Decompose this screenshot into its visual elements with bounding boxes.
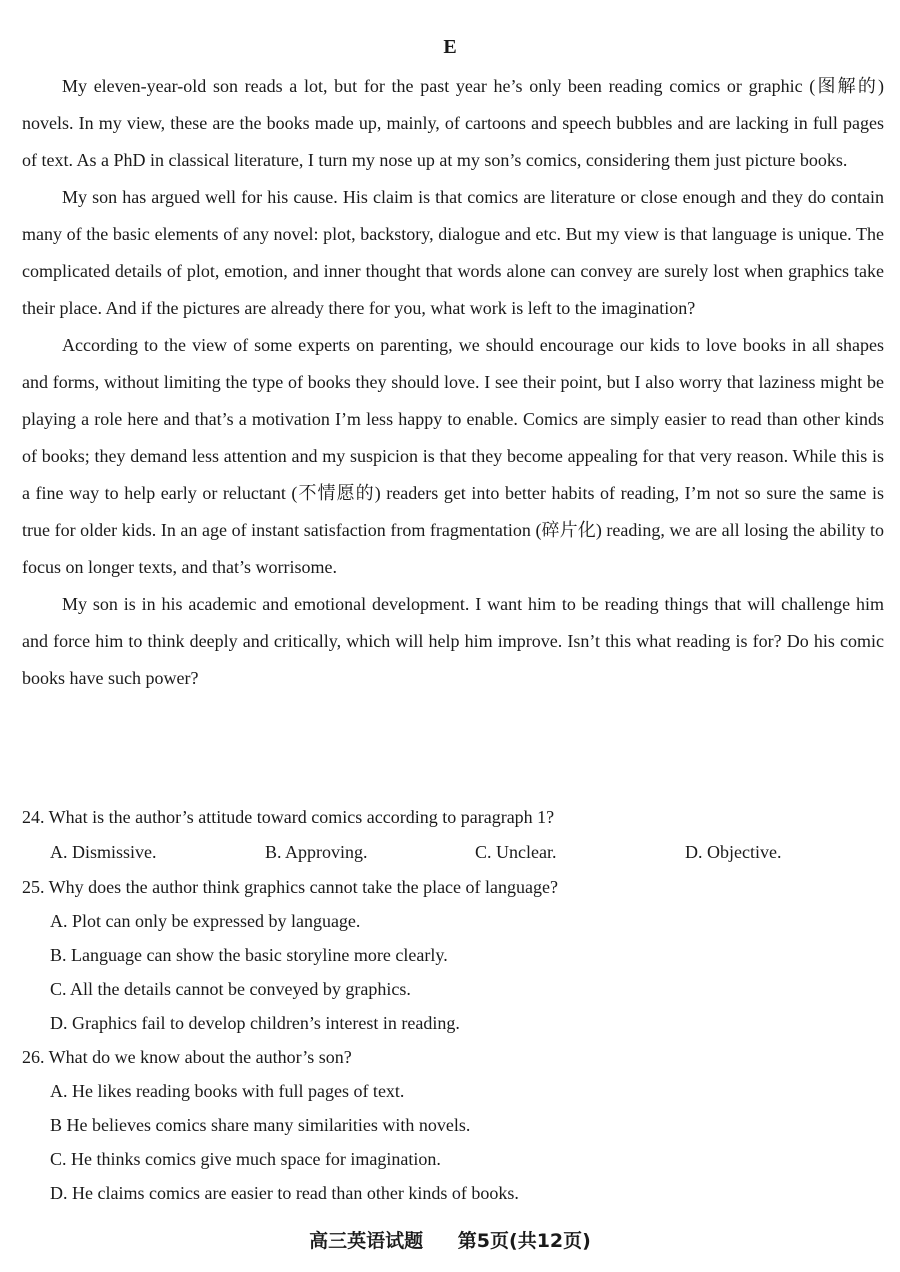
question-options bbox=[22, 834, 884, 870]
question-list bbox=[22, 800, 884, 1210]
passage-paragraph-4: My son is in his academic and emotional development. I want him to be reading things that will challenge him and force him to think deeply and critically, which will help him improve. Isn’t this what reading is for? Do his comic books have such power? bbox=[22, 594, 884, 688]
option-a: A. Dismissive. bbox=[50, 842, 157, 862]
question-stem: 24. What is the author’s attitude toward comics according to paragraph 1? bbox=[22, 807, 555, 827]
question-stem: 26. What do we know about the author’s son? bbox=[22, 1047, 352, 1067]
reading-passage bbox=[22, 68, 884, 697]
page-footer bbox=[0, 1226, 900, 1253]
option-c: C. All the details cannot be conveyed by graphics. bbox=[50, 979, 411, 999]
question-stem: 25. Why does the author think graphics cannot take the place of language? bbox=[22, 877, 558, 897]
option-c: C. He thinks comics give much space for imagination. bbox=[50, 1149, 441, 1169]
option-b: B. Language can show the basic storyline more clearly. bbox=[50, 945, 448, 965]
passage-paragraph-1: My eleven-year-old son reads a lot, but for the past year he’s only been reading comics or graphic (图解的) novels. In my view, these are the books made up, mainly, of cartoons and speech bubbles and are lacking in full pages of text. As a PhD in classical literature, I turn my nose up at my son’s comics, considering them just picture books. bbox=[22, 76, 884, 170]
footer-page-number: 第5页(共12页) bbox=[457, 1230, 591, 1252]
option-c: C. Unclear. bbox=[475, 842, 557, 862]
passage-paragraph-3: According to the view of some experts on parenting, we should encourage our kids to love books in all shapes and forms, without limiting the type of books they should love. I see their point, but I also worry that laziness might be playing a role here and that’s a motivation I’m less happy to enable. Comics are simply easier to read than other kinds of books; they demand less attention and my suspicion is that they become appealing for that very reason. While this is a fine way to help early or reluctant (不情愿的) readers get into better habits of reading, I’m not so sure the same is true for older kids. In an age of instant satisfaction from fragmentation (碎片化) reading, we are all losing the ability to focus on longer texts, and that’s worrisome. bbox=[22, 335, 884, 577]
question-26 bbox=[22, 1040, 884, 1210]
passage-paragraph-2: My son has argued well for his cause. His claim is that comics are literature or close enough and they do contain many of the basic elements of any novel: plot, backstory, dialogue and etc. But my view is that language is unique. The complicated details of plot, emotion, and inner thought that words alone can convey are surely lost when graphics take their place. And if the pictures are already there for you, what work is left to the imagination? bbox=[22, 187, 884, 318]
option-b: B. Approving. bbox=[265, 842, 368, 862]
option-a: A. He likes reading books with full pages of text. bbox=[50, 1081, 405, 1101]
question-25 bbox=[22, 870, 884, 1040]
option-a: A. Plot can only be expressed by language. bbox=[50, 911, 361, 931]
footer-title: 高三英语试题 bbox=[309, 1230, 424, 1252]
option-b: B He believes comics share many similarities with novels. bbox=[50, 1115, 471, 1135]
section-letter: E bbox=[443, 36, 457, 58]
option-d: D. He claims comics are easier to read than other kinds of books. bbox=[50, 1183, 519, 1203]
option-d: D. Graphics fail to develop children’s interest in reading. bbox=[50, 1013, 460, 1033]
question-24 bbox=[22, 800, 884, 870]
option-d: D. Objective. bbox=[685, 842, 782, 862]
